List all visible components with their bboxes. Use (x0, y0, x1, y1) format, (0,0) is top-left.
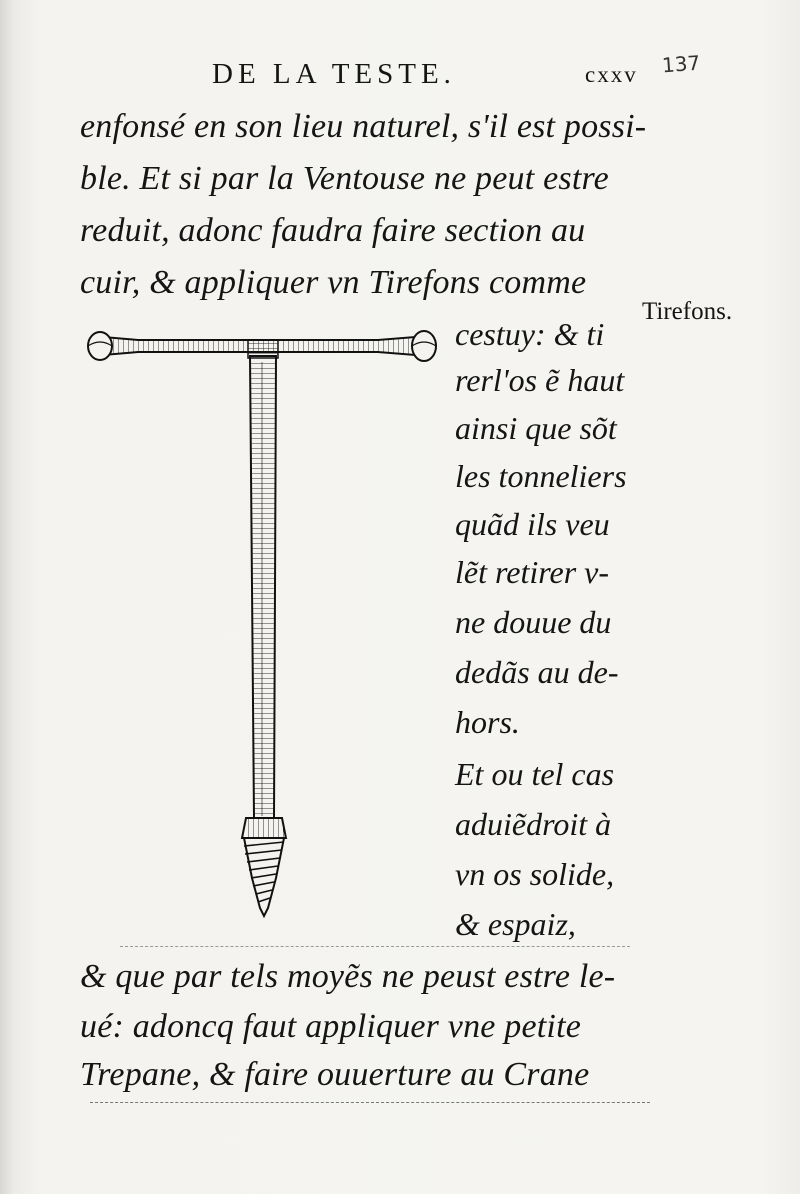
text-line: cuir, & appliquer vn Tirefons comme (80, 264, 587, 301)
handwritten-page-number: 137 (661, 50, 701, 78)
folio-number: cxxv (585, 62, 638, 87)
text-line: reduit, adonc faudra faire section au (80, 212, 586, 249)
text-line: ainsi que sõt (455, 410, 617, 446)
text-line: aduiẽdroit à (455, 806, 612, 842)
page-header (0, 50, 800, 98)
text-line: cestuy: & ti (455, 316, 605, 352)
text-line: dedãs au de- (455, 654, 619, 690)
margin-note: Tirefons. (642, 298, 733, 325)
dashed-rule (120, 946, 630, 947)
text-line: les tonneliers (455, 458, 627, 494)
text-line: Et ou tel cas (455, 756, 615, 792)
text-line: ble. Et si par la Ventouse ne peut estre (80, 160, 609, 197)
text-line: ué: adoncq faut appliquer vne petite (80, 1008, 582, 1045)
text-line: & espaiz, (455, 906, 576, 942)
text-line: Trepane, & faire ouuerture au Crane (80, 1056, 590, 1093)
running-title: DE LA TESTE. (212, 58, 456, 90)
text-line: vn os solide, (455, 856, 615, 892)
text-line: rerl'os ẽ haut (455, 362, 625, 398)
dashed-rule (90, 1102, 650, 1103)
text-line: quãd ils veu (455, 506, 610, 542)
text-line: hors. (455, 704, 520, 740)
text-line: enfonsé en son lieu naturel, s'il est possi- (80, 108, 647, 145)
tirefons-woodcut-icon (78, 318, 458, 923)
text-line: lẽt retirer v- (455, 554, 610, 590)
text-line: & que par tels moyẽs ne peust estre le- (80, 958, 616, 995)
text-line: ne douue du (455, 604, 612, 640)
